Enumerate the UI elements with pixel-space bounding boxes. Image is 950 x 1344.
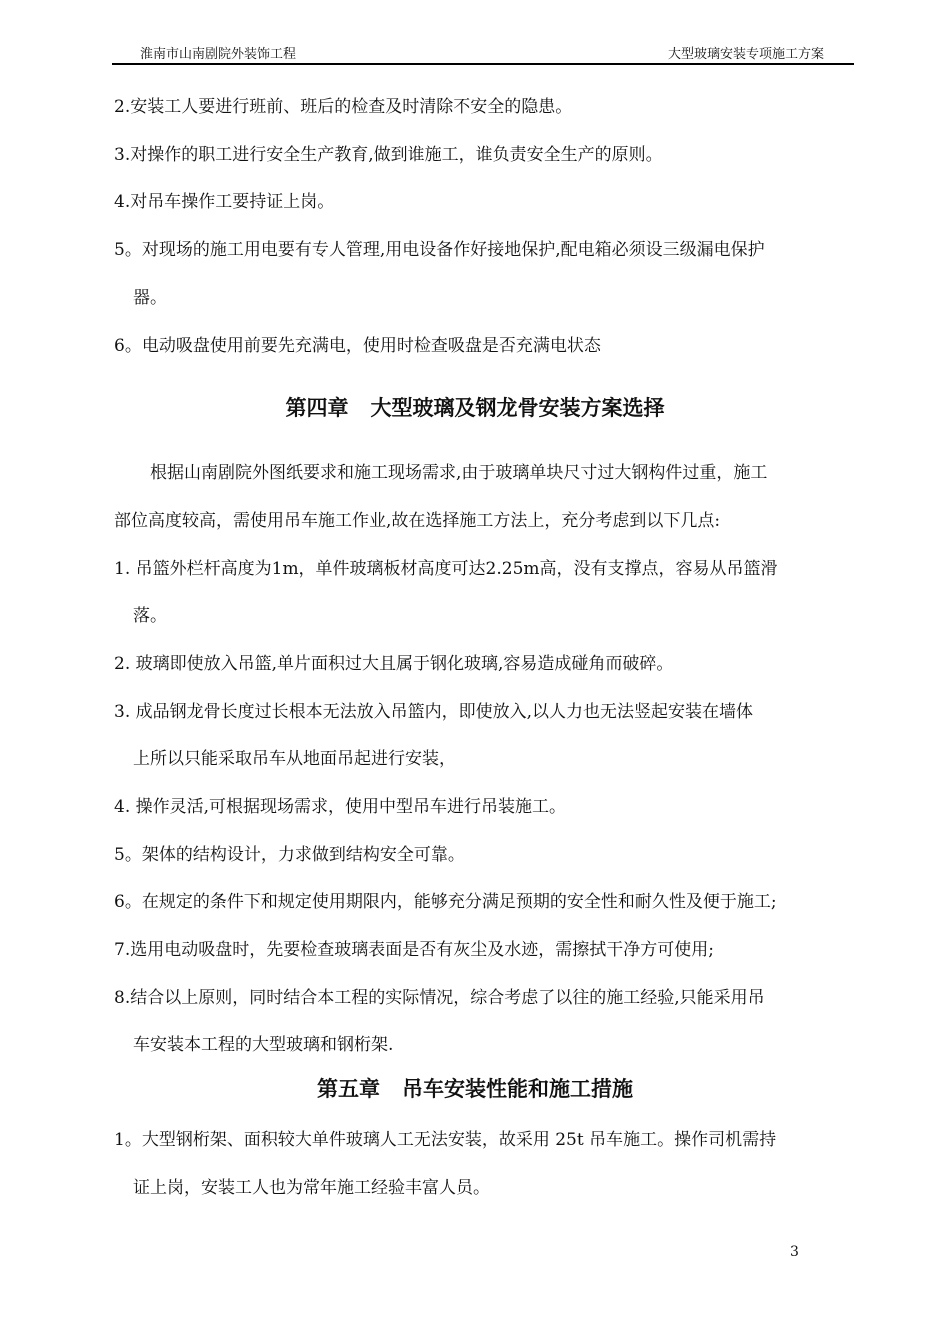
- chapter-4-point-8-continued: 车安装本工程的大型玻璃和钢桁架.: [133, 1035, 394, 1055]
- chapter-4-title: 大型玻璃及钢龙骨安装方案选择: [370, 396, 665, 420]
- chapter-5-heading: [0, 1075, 950, 1103]
- page-number: 3: [790, 1244, 799, 1260]
- chapter-4-point-8: 8.结合以上原则，同时结合本工程的实际情况，综合考虑了以往的施工经验,只能采用吊: [114, 988, 765, 1008]
- chapter-5-point-1: 1。大型钢桁架、面积较大单件玻璃人工无法安装，故采用 25t 吊车施工。操作司机需持: [114, 1130, 777, 1150]
- safety-item-5-continued: 器。: [133, 288, 167, 308]
- chapter-4-point-5: 5。架体的结构设计，力求做到结构安全可靠。: [114, 845, 465, 865]
- safety-item-4: 4.对吊车操作工要持证上岗。: [114, 192, 335, 212]
- chapter-4-intro-line-1: 根据山南剧院外图纸要求和施工现场需求,由于玻璃单块尺寸过大钢构件过重，施工: [150, 463, 768, 483]
- page-header: [112, 46, 854, 65]
- chapter-5-number: 第五章: [317, 1077, 380, 1101]
- chapter-4-heading: [0, 394, 950, 422]
- chapter-4-point-1-continued: 落。: [133, 606, 167, 626]
- chapter-5-title: 吊车安装性能和施工措施: [402, 1077, 633, 1101]
- chapter-4-point-3: 3. 成品钢龙骨长度过长根本无法放入吊篮内，即使放入,以人力也无法竖起安装在墙体: [114, 702, 754, 722]
- safety-item-2: 2.安装工人要进行班前、班后的检查及时清除不安全的隐患。: [114, 97, 573, 117]
- header-document-title: 大型玻璃安装专项施工方案: [667, 47, 824, 62]
- chapter-4-intro-line-2: 部位高度较高，需使用吊车施工作业,故在选择施工方法上，充分考虑到以下几点:: [114, 511, 721, 531]
- chapter-5-point-1-continued: 证上岗，安装工人也为常年施工经验丰富人员。: [133, 1178, 490, 1198]
- chapter-4-point-7: 7.选用电动吸盘时，先要检查玻璃表面是否有灰尘及水迹，需擦拭干净方可使用;: [114, 940, 714, 960]
- safety-item-6: 6。电动吸盘使用前要先充满电，使用时检查吸盘是否充满电状态: [114, 336, 601, 356]
- chapter-4-point-6: 6。在规定的条件下和规定使用期限内，能够充分满足预期的安全性和耐久性及便于施工;: [114, 892, 777, 912]
- header-project-name: 淮南市山南剧院外装饰工程: [140, 47, 297, 62]
- chapter-4-point-2: 2. 玻璃即使放入吊篮,单片面积过大且属于钢化玻璃,容易造成碰角而破碎。: [114, 654, 674, 674]
- chapter-4-point-3-continued: 上所以只能采取吊车从地面吊起进行安装，: [133, 749, 456, 769]
- chapter-4-point-4: 4. 操作灵活,可根据现场需求，使用中型吊车进行吊装施工。: [114, 797, 567, 817]
- chapter-4-number: 第四章: [285, 396, 349, 420]
- safety-item-5: 5。对现场的施工用电要有专人管理,用电设备作好接地保护,配电箱必须设三级漏电保护: [114, 240, 765, 260]
- safety-item-3: 3.对操作的职工进行安全生产教育,做到谁施工，谁负责安全生产的原则。: [114, 145, 663, 165]
- chapter-4-point-1: 1. 吊篮外栏杆高度为1m，单件玻璃板材高度可达2.25m高，没有支撑点，容易从吊篮滑: [114, 559, 778, 579]
